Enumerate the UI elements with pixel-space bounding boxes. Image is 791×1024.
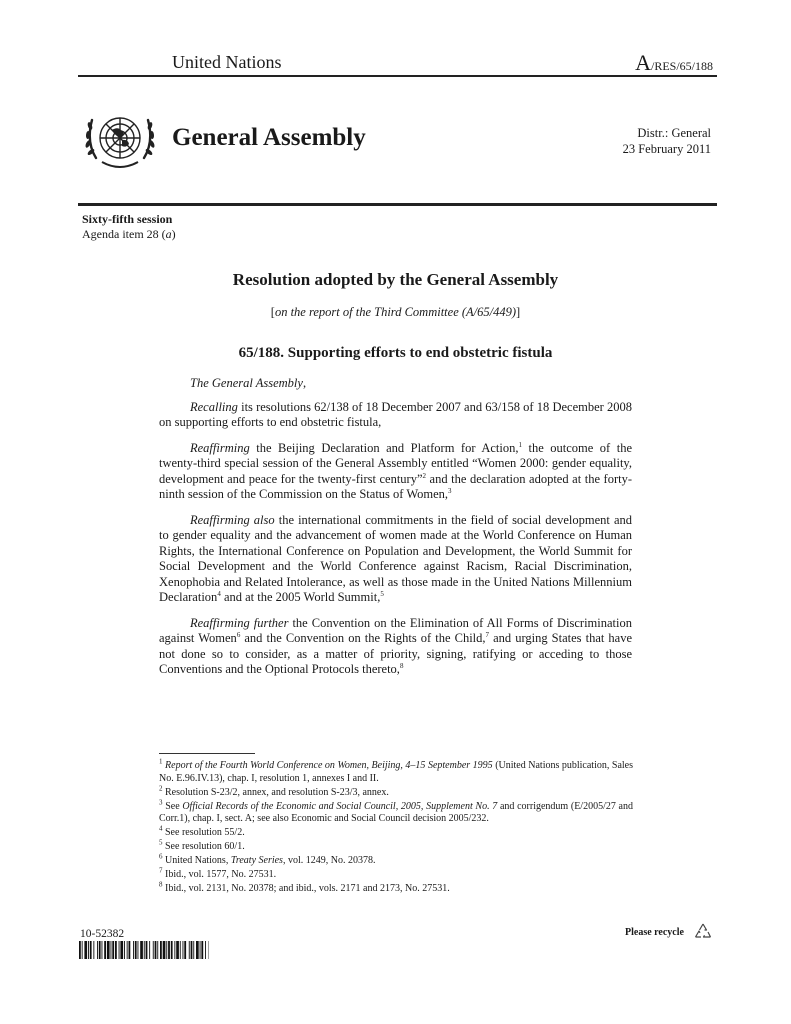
header-rule (78, 75, 717, 77)
barcode-bar (102, 941, 103, 959)
footnote (159, 824, 633, 840)
footnote-number: 2 (159, 784, 163, 793)
footnote-title: Official Records of the Economic and Social Council, 2005, Supplement No. 7 (182, 800, 498, 812)
footnote-text: See resolution 55/2. (165, 827, 245, 838)
footnote-title: Report of the Fourth World Conference on Women, Beijing, 4–15 September 1995 (165, 760, 493, 771)
footnote-ref[interactable]: 4 (217, 589, 221, 598)
barcode-bar (157, 941, 158, 959)
barcode-bar (112, 941, 114, 959)
barcode-bar (155, 941, 157, 959)
footnote-ref[interactable]: 5 (380, 589, 384, 598)
barcode-bar (119, 941, 120, 959)
barcode-bar (90, 941, 92, 959)
page-title: General Assembly (172, 124, 366, 151)
paragraph-recalling (159, 400, 632, 431)
barcode-bar (99, 941, 101, 959)
barcode-bar (183, 941, 184, 959)
footnote (159, 866, 633, 882)
paragraph-text: its resolutions 62/138 of 18 December 2007 and 63/158 of 18 December 2008 on supporting efforts to end obstetric fistula, (159, 399, 632, 429)
recycle-icon (692, 921, 714, 943)
session-name: Sixty-fifth session (82, 212, 173, 226)
barcode-bar (160, 941, 162, 959)
barcode-bar (79, 941, 81, 959)
footnote-number: 1 (159, 757, 163, 766)
report-close: ] (516, 305, 521, 319)
paragraph-reaffirming-further (159, 616, 632, 678)
paragraph-text: the Beijing Declaration and Platform for Action, (249, 440, 519, 455)
resolution-body (159, 376, 632, 688)
agenda-item (82, 227, 176, 242)
footnote-title: Treaty Series (230, 855, 283, 866)
document-symbol-prefix: A (635, 50, 651, 75)
barcode-bar (144, 941, 145, 959)
barcode-bar (166, 941, 167, 959)
header-org: United Nations (172, 52, 282, 72)
barcode-bar (184, 941, 186, 959)
barcode-bar (189, 941, 190, 959)
footnote-ref[interactable]: 1 (518, 440, 522, 449)
barcode-bar (171, 941, 173, 959)
barcode-icon (79, 941, 209, 959)
footnote-ref[interactable]: 7 (485, 630, 490, 639)
footnote-text: United Nations, (165, 855, 231, 866)
paragraph-reaffirming-also (159, 513, 632, 606)
footnote (159, 784, 633, 800)
barcode-bar (200, 941, 201, 959)
footnotes (159, 757, 633, 897)
resolution-heading: Resolution adopted by the General Assembly (232, 270, 559, 289)
barcode-bar (93, 941, 94, 959)
barcode-bar (201, 941, 203, 959)
distribution-label: Distr.: General (637, 126, 711, 140)
barcode-bar (163, 941, 166, 959)
footnote-ref[interactable]: 8 (399, 661, 404, 670)
paragraph-text: and the declaration adopted at the forty-ninth session of the Commission on the Status of Women, (159, 471, 632, 501)
footnote-text: , vol. 1249, No. 20378. (282, 855, 376, 866)
barcode-bar (127, 941, 128, 959)
paragraph-text: and at the 2005 World Summit, (220, 590, 381, 604)
footnote-text: Ibid., vol. 1577, No. 27531. (165, 869, 277, 880)
barcode-bar (174, 941, 175, 959)
document-date: 23 February 2011 (622, 142, 711, 156)
barcode-bar (140, 941, 143, 959)
barcode-bar (133, 941, 134, 959)
barcode-bar (191, 941, 193, 959)
distribution-info (623, 125, 711, 157)
paragraph-lead: Reaffirming further (190, 615, 289, 630)
barcode-bar (180, 941, 181, 959)
paragraph-text: , (302, 376, 307, 390)
footnote-number: 4 (159, 824, 163, 833)
footnote-text: Ibid., vol. 2131, No. 20378; and ibid., vols. 2171 and 2173, No. 27531. (165, 883, 450, 894)
footnote-ref[interactable]: 3 (448, 486, 452, 495)
barcode-bar (104, 941, 106, 959)
footnote-ref[interactable]: 2 (422, 471, 427, 480)
document-number: 10-52382 (80, 928, 125, 940)
barcode-bar (107, 941, 110, 959)
footnote-number: 7 (159, 866, 163, 875)
footnote-number: 5 (159, 838, 163, 847)
report-reference (0, 305, 791, 320)
barcode-bar (111, 941, 112, 959)
paragraph-lead: Reaffirming (190, 440, 250, 455)
paragraph-text: and the Convention on the Rights of the Child, (240, 631, 486, 645)
barcode-bar (135, 941, 137, 959)
footnote (159, 880, 633, 896)
barcode-bar (120, 941, 123, 959)
preamble-opening (159, 376, 632, 392)
footnote (159, 838, 633, 854)
session-info (82, 212, 176, 242)
barcode-bar (82, 941, 83, 959)
footnote-text: See (165, 800, 183, 812)
masthead-rule (78, 203, 717, 206)
paragraph-text: the outcome of the twenty-third special session of the General Assembly entitled “Women 2000: gender equality, development and peace for the twenty-first century” (159, 440, 632, 486)
paragraph-lead: The General Assembly (190, 376, 303, 390)
barcode-bar (129, 941, 131, 959)
resolution-title: 65/188. Supporting efforts to end obstetric fistula (238, 345, 553, 361)
footnote-ref[interactable]: 6 (236, 630, 241, 639)
footnote-text: and corrigendum (E/2005/27 and Corr.1), chap. I, sect. A; see also Economic and Social Council decision 2005/232. (159, 800, 633, 824)
barcode-bar (115, 941, 117, 959)
agenda-suffix: ) (171, 227, 176, 241)
barcode-bar (205, 941, 206, 959)
footnote-number: 6 (159, 852, 163, 861)
agenda-letter: a (165, 227, 172, 241)
barcode-bar (146, 941, 148, 959)
barcode-bar (168, 941, 170, 959)
footnote (159, 757, 633, 785)
paragraph-lead: Recalling (190, 399, 238, 414)
paragraph-text: and urging States that have not done so to consider, as a matter of priority, signing, ratifying or acceding to those Conventions and the Optional Protocols thereto, (159, 631, 632, 676)
document-symbol (635, 50, 713, 76)
footnote-number: 8 (159, 880, 163, 889)
barcode-bar (124, 941, 125, 959)
barcode-bar (97, 941, 98, 959)
barcode-bar (138, 941, 139, 959)
report-text: on the report of the Third Committee (A/65/449) (274, 305, 517, 319)
recycle-label: Please recycle (625, 927, 684, 938)
paragraph-lead: Reaffirming also (190, 512, 275, 527)
footnote-separator (159, 753, 255, 754)
barcode-bar (196, 941, 199, 959)
footnote (159, 852, 633, 868)
barcode-bar (153, 941, 154, 959)
barcode-bar (149, 941, 150, 959)
paragraph-text: the Convention on the Elimination of All Forms of Discrimination against Women (159, 615, 632, 645)
report-open: [ (270, 305, 275, 319)
paragraph-text: the international commitments in the field of social development and to gender equality and the advancement of women made at the World Conference on Human Rights, the International Conference on Population and Development, the World Summit for Social Development and the World Conference against Racism, Racial Discrimination, Xenophobia and Related Intolerance, as well as those made in the United Nations Millennium Declaration (159, 512, 632, 604)
document-symbol-rest: /RES/65/188 (650, 59, 713, 73)
barcode-bar (84, 941, 87, 959)
barcode-bar (176, 941, 179, 959)
agenda-prefix: Agenda item 28 ( (82, 227, 166, 241)
footnote-number: 3 (159, 798, 163, 807)
footnote (159, 798, 633, 826)
barcode-bar (193, 941, 194, 959)
paragraph-reaffirming (159, 441, 632, 503)
footnote-text: Resolution S-23/2, annex, and resolution S-23/3, annex. (165, 786, 389, 798)
un-emblem-icon (82, 106, 158, 174)
footnote-text: (United Nations publication, Sales No. E.96.IV.13), chap. I, resolution 1, annexes I and II. (159, 760, 633, 784)
footnote-text: See resolution 60/1. (165, 841, 245, 852)
barcode-bar (88, 941, 89, 959)
